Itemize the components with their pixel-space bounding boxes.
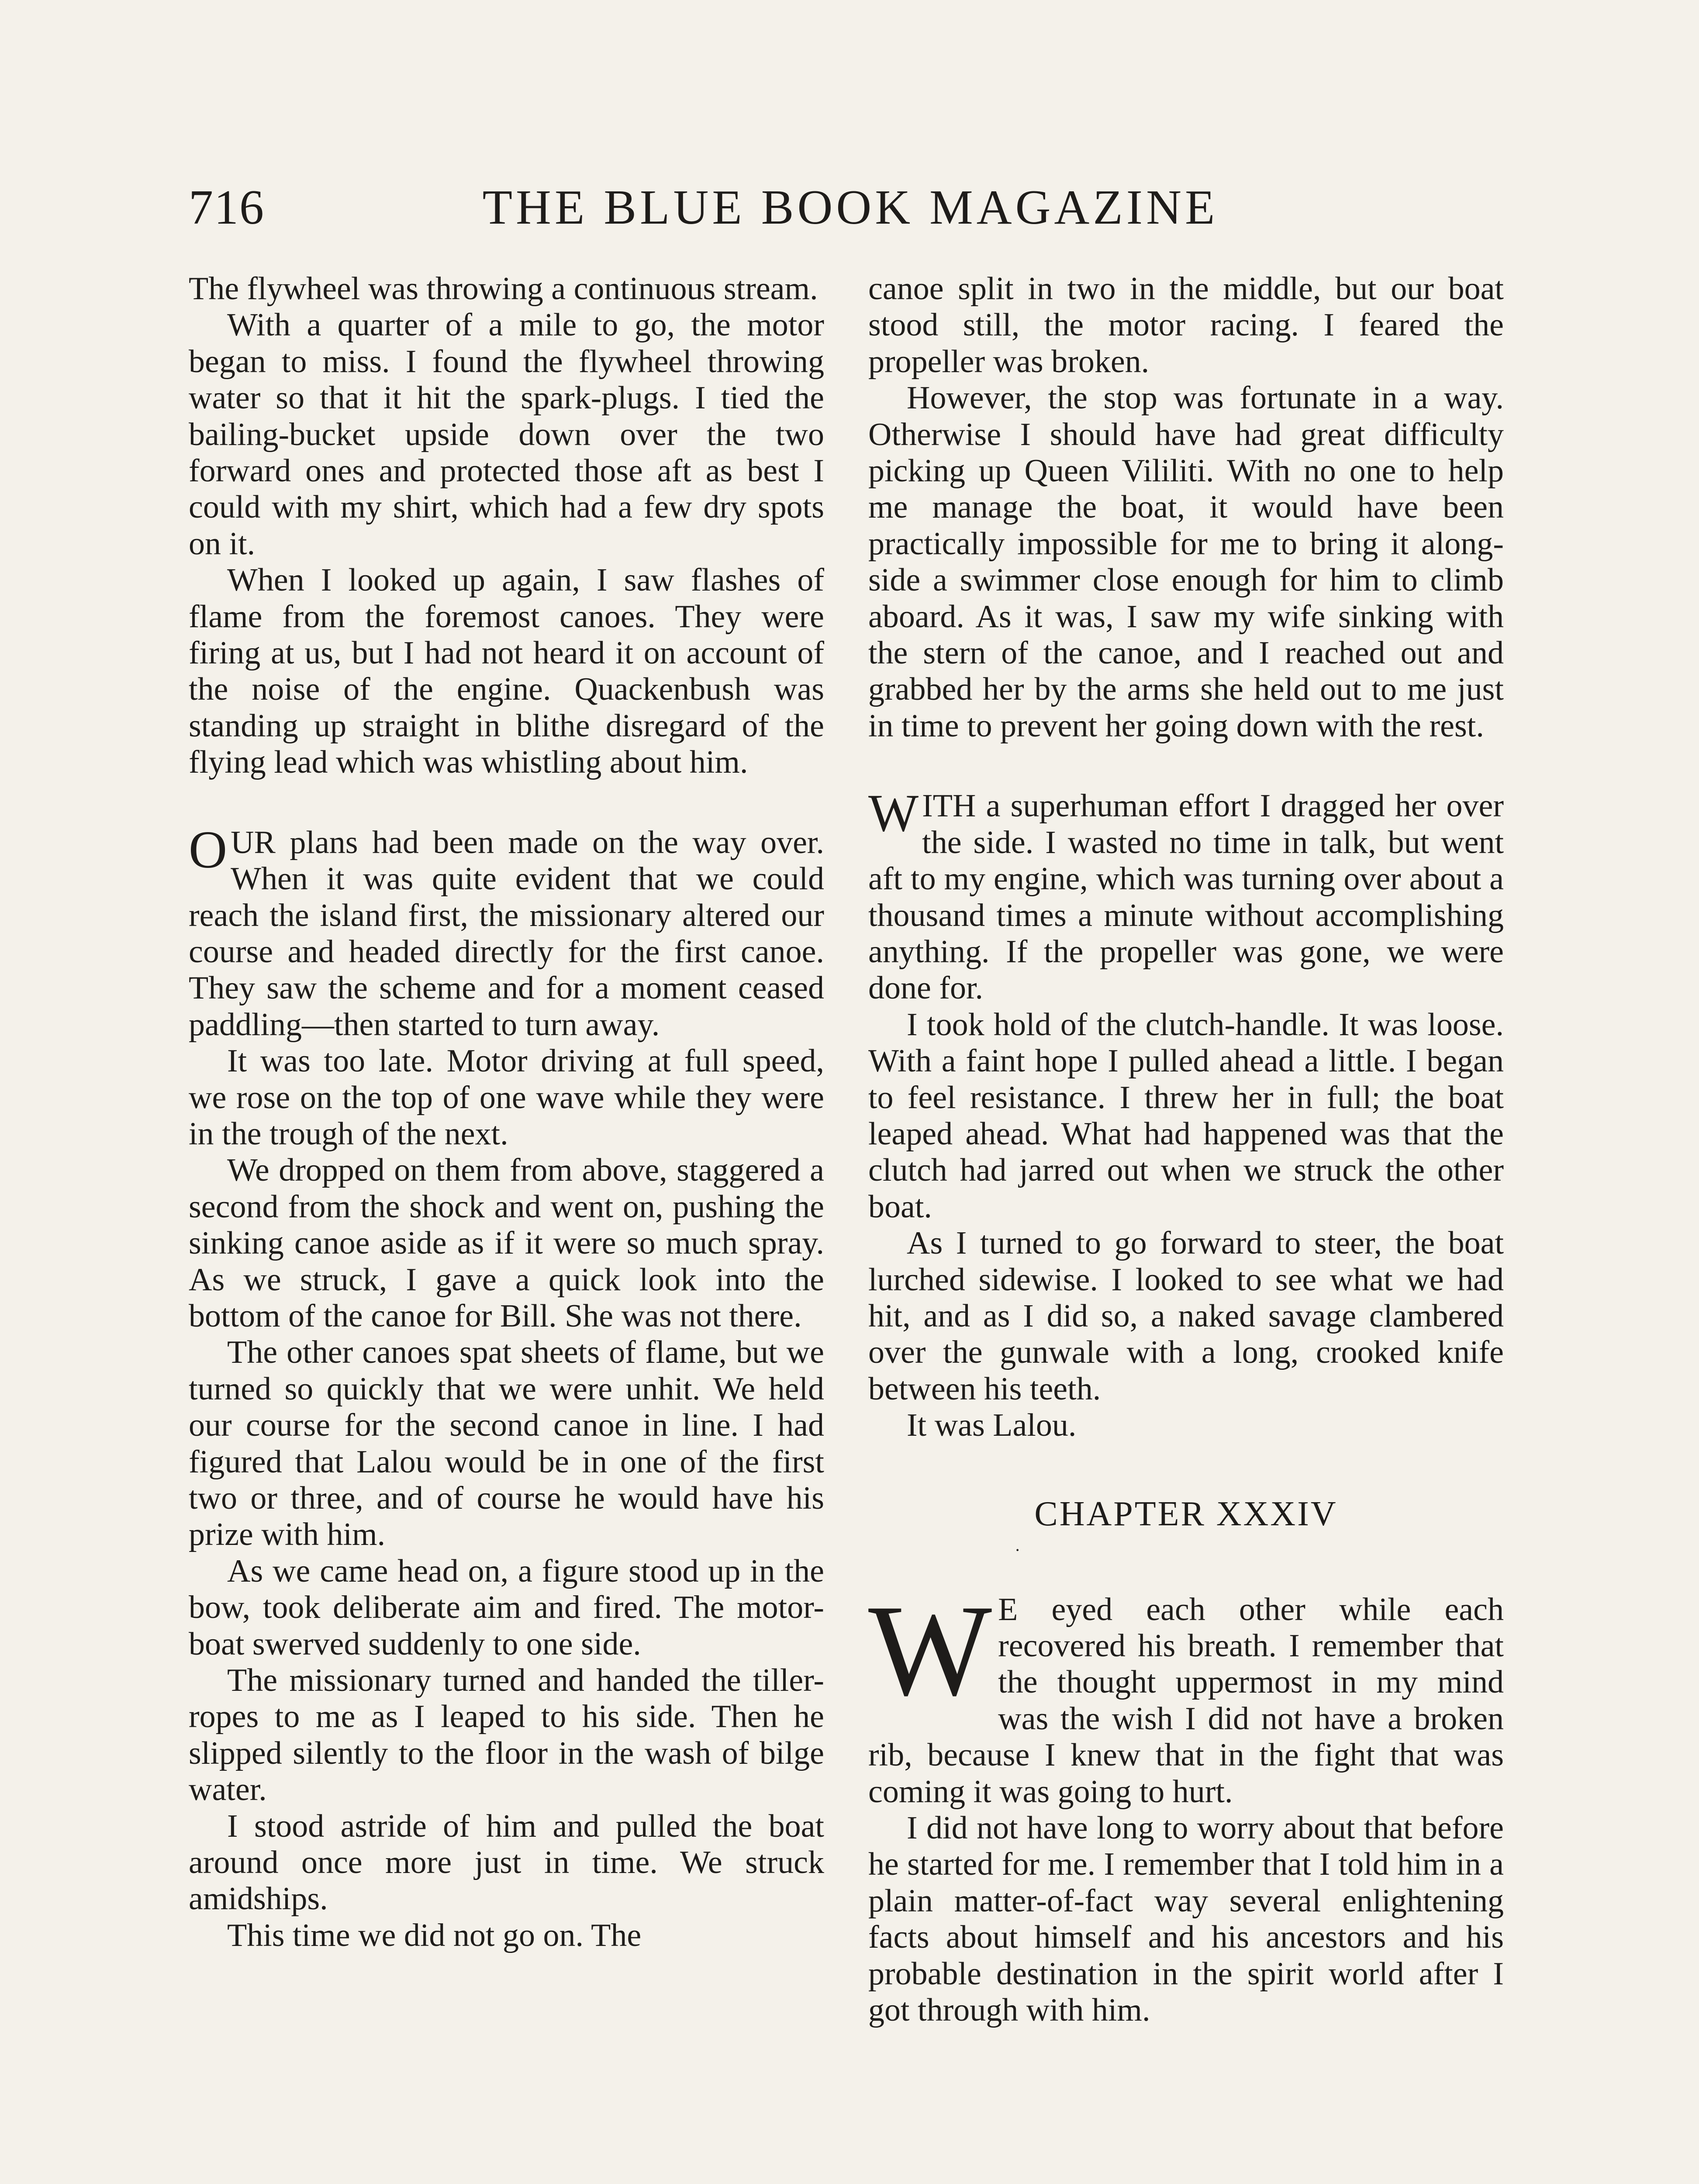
magazine-title: THE BLUE BOOK MAGAZINE <box>482 180 1219 235</box>
paragraph: It was Lalou. <box>907 1407 1077 1444</box>
paragraph: The other canoes spat sheets of flame, but we turned so quickly that we were unhit. We held our course for the second canoe in line. I had figured that Lalou would be in one of the first two or three, and of course he would have his prize with him. <box>189 1334 824 1553</box>
paragraph-text: UR plans had been made on the way over. When it was quite evident that we could reach the island first, the missionary altered our course and headed directly for the first canoe. They saw the scheme and for a moment ceased paddling—then started to turn away. <box>189 824 824 1043</box>
paragraph: I took hold of the clutch-handle. It was loose. With a faint hope I pulled ahead a little. I began to feel resistance. I threw her in full; the boat leaped ahead. What had happened was that the clutch had jarred out when we struck the other boat. <box>868 1006 1504 1225</box>
paragraph: The missionary turned and handed the tiller-ropes to me as I leaped to his side. Then he slipped silently to the floor in the wash of bilge water. <box>189 1662 824 1808</box>
right-column <box>868 271 1504 2028</box>
paragraph: canoe split in two in the middle, but our boat stood still, the motor racing. I feared the propeller was broken. <box>868 271 1504 380</box>
drop-cap: W <box>868 784 919 843</box>
paragraph: The flywheel was throwing a continuous stream. <box>189 271 818 307</box>
paragraph: This time we did not go on. The <box>227 1917 642 1953</box>
paragraph: It was too late. Motor driving at full speed, we rose on the top of one wave while they were in the trough of the next. <box>189 1043 824 1152</box>
paragraph: As we came head on, a figure stood up in the bow, took deliberate aim and fired. The motor-boat swerved suddenly to one side. <box>189 1553 824 1662</box>
paragraph: However, the stop was fortunate in a way. Otherwise I should have had great difficulty picking up Queen Vililiti. With no one to help me manage the boat, it would have been practically impossible for me to bring it alongside a swimmer close enough for him to climb aboard. As it was, I saw my wife sinking with the stern of the canoe, and I reached out and grabbed her by the arms she held out to me just in time to prevent her going down with the rest. <box>868 380 1504 744</box>
drop-cap: O <box>189 820 228 879</box>
section-opening-paragraph <box>868 784 1504 1006</box>
paragraph: I did not have long to worry about that before he started for me. I remember that I told him in a plain matter-of-fact way several enlightening facts about himself and his ancestors and his probable destination in the spirit world after I got through with him. <box>868 1810 1504 2028</box>
paragraph: We dropped on them from above, staggered a second from the shock and went on, pushing the sinking canoe aside as if it were so much spray. As we struck, I gave a quick look into the bottom of the canoe for Bill. She was not there. <box>189 1152 824 1334</box>
section-break <box>189 781 824 825</box>
page-number: 716 <box>189 180 265 235</box>
chapter-opening-paragraph <box>868 1577 1504 1810</box>
paragraph: With a quarter of a mile to go, the motor began to miss. I found the flywheel throwing water so that it hit the spark-plugs. I tied the bailing-bucket upside down over the two forward ones and protected those aft as best I could with my shirt, which had a few dry spots on it. <box>189 307 824 562</box>
section-opening-paragraph <box>189 820 824 1043</box>
paragraph: As I turned to go forward to steer, the boat lurched sidewise. I looked to see what we had hit, and as I did so, a naked savage clambered over the gunwale with a long, crooked knife between his teeth. <box>868 1225 1504 1407</box>
paragraph: When I looked up again, I saw flashes of flame from the foremost canoes. They were firing at us, but I had not heard it on account of the noise of the engine. Quackenbush was standing up straight in blithe disregard of the flying lead which was whistling about him. <box>189 562 824 781</box>
chapter-heading: CHAPTER XXXIV <box>1034 1494 1338 1533</box>
paragraph-text: E eyed each other while each recovered his breath. I remember that the thought uppermost in my mind was the wish I did not have a broken rib, because I knew that in the fight that was coming it was going to hurt. <box>868 1591 1504 1810</box>
paragraph-text: ITH a superhuman effort I dragged her over the side. I wasted no time in talk, but went aft to my engine, which was turning over about a thousand times a minute without accomplishing anything. If the propeller was gone, we were done for. <box>868 788 1504 1006</box>
left-column <box>189 271 824 1954</box>
running-head <box>189 173 1512 242</box>
large-drop-cap: W <box>868 1577 992 1723</box>
section-break <box>868 744 1504 788</box>
chapter-ornament-dot: · <box>1015 1540 1021 1560</box>
paragraph: I stood astride of him and pulled the boat around once more just in time. We struck amidships. <box>189 1808 824 1917</box>
